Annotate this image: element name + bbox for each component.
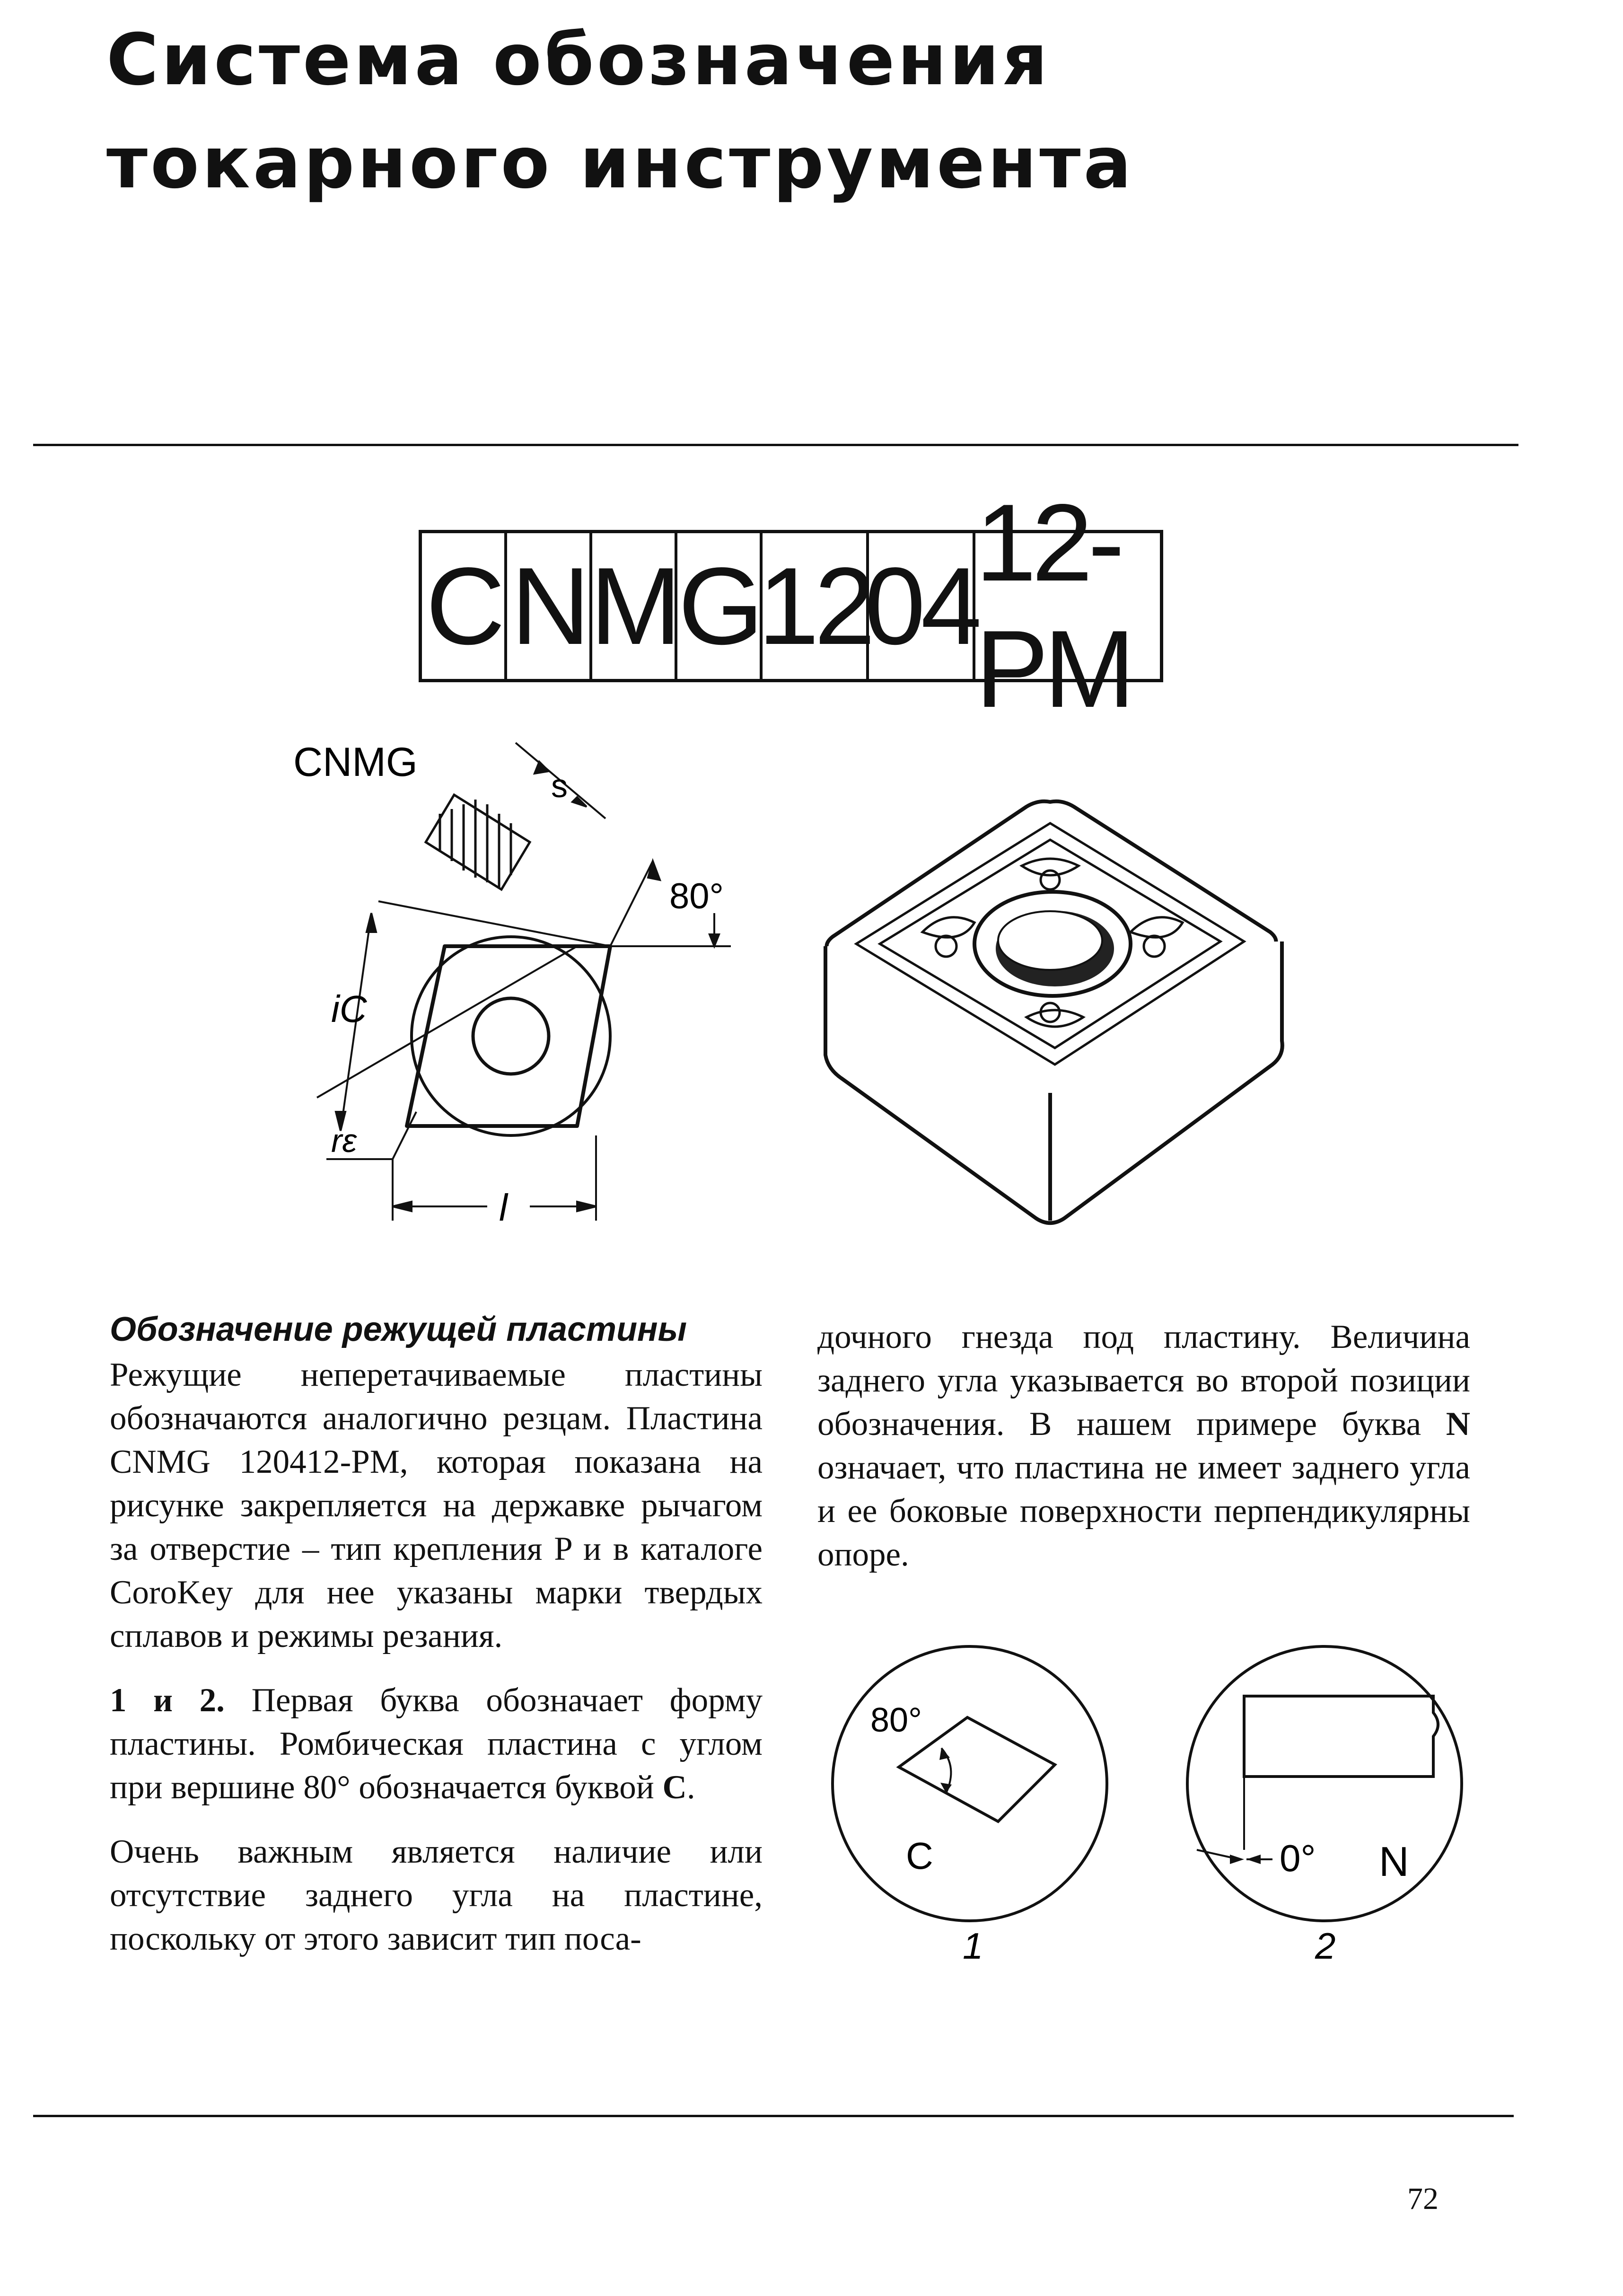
re-label: rε: [331, 1122, 357, 1159]
code-cell-radius-chipbreaker: 12-PM: [975, 482, 1131, 730]
insert-top-view: [407, 937, 610, 1135]
code-cell-size: 12: [763, 533, 869, 679]
code-cell-type: G: [677, 533, 763, 679]
paragraph-3: Очень важным является наличие или отсутствие заднего угла на пластине, поскольку от этого зависит тип поса-: [110, 1833, 763, 1957]
diagram-clearance-n: [1178, 1642, 1509, 1982]
paragraph-1: Режущие неперетачиваемые пластины обозначаются аналогично резцам. Пластина CNMG 120412-PM, которая показана на рисунке закрепляется на державке рычагом за отверстие – тип крепления P и в каталоге CoroKey для нее указаны марки твердых сплавов и режимы резания.: [110, 1356, 763, 1654]
page-number: 72: [1407, 2182, 1439, 2216]
paragraph-2-lead: 1 и 2.: [110, 1682, 225, 1719]
diagram-2-angle: 0°: [1280, 1837, 1316, 1879]
right-paragraph-text-b: означает, что пластина не имеет заднего угла и ее боковые поверхности перпендикулярны опоре.: [817, 1449, 1470, 1573]
insert-technical-drawing: [265, 719, 795, 1268]
title-line-1: Система обозначения: [106, 19, 1051, 101]
paragraph-2-text: Первая буква обозначает форму пластины. Ромбическая пластина с углом при вершине 80° обозначается буквой: [110, 1682, 763, 1806]
l-label: l: [499, 1187, 508, 1229]
s-label: s: [551, 767, 568, 804]
top-divider: [33, 444, 1518, 446]
ic-label: iC: [331, 988, 367, 1030]
paragraph-2: [110, 1679, 763, 1809]
designation-code-box: [419, 482, 1163, 730]
title-line-2: токарного инструмента: [106, 122, 1134, 204]
code-cell-thickness: 04: [869, 533, 975, 679]
side-view-hatched: [426, 795, 530, 889]
diagram-2-caption: 2: [1315, 1925, 1336, 1967]
page-title: [106, 9, 1242, 215]
diagram-1-letter: C: [906, 1835, 933, 1877]
cnmg-label: CNMG: [293, 739, 418, 785]
right-column: [817, 1315, 1470, 1576]
paragraph-2-end: .: [686, 1769, 695, 1806]
paragraph-2-bold: C: [662, 1769, 687, 1806]
angle-label: 80°: [669, 876, 724, 916]
section-heading: Обозначение режущей пластины: [110, 1311, 687, 1348]
diagram-2-letter: N: [1379, 1838, 1409, 1885]
l-dimension: [393, 1135, 596, 1221]
insert-hole: [974, 892, 1131, 996]
code-cell-shape: C: [422, 533, 507, 679]
right-paragraph-bold: N: [1446, 1406, 1470, 1443]
code-cell-tolerance: M: [592, 533, 677, 679]
code-cell-clearance: N: [507, 533, 592, 679]
right-paragraph-text-a: дочного гнезда под пластину. Величина заднего угла указывается во второй позиции обозначения. В нашем примере буква: [817, 1319, 1470, 1443]
diagram-1-caption: 1: [963, 1925, 983, 1967]
left-column: [110, 1306, 763, 1961]
right-paragraph: [817, 1315, 1470, 1576]
diagram-shape-c: [828, 1642, 1121, 1982]
bottom-divider: [33, 2115, 1514, 2117]
diagram-1-angle: 80°: [870, 1701, 922, 1739]
insert-3d-illustration: [804, 790, 1301, 1244]
